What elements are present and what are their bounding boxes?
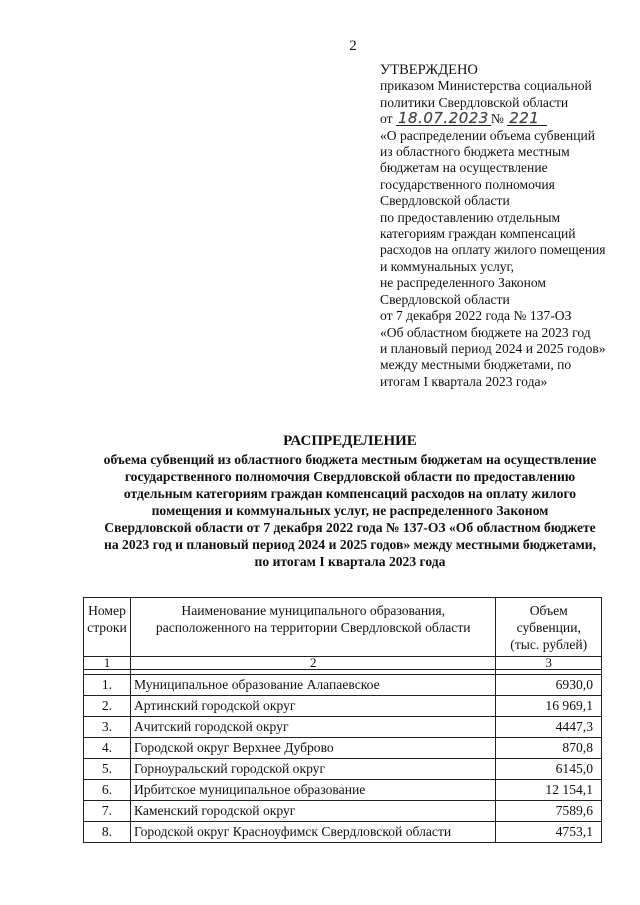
municipality-name: Ачитский городской округ <box>130 717 496 738</box>
table-row <box>84 759 602 780</box>
subject-line-15: между местными бюджетами, по <box>380 357 572 373</box>
column-index: 1 <box>84 657 131 670</box>
subject-line-1: «О распределении объема субвенций <box>380 127 596 143</box>
table-row <box>84 801 602 822</box>
municipality-name: Артинский городской округ <box>130 696 496 717</box>
column-index: 2 <box>130 657 496 670</box>
row-number: 4. <box>84 738 131 759</box>
row-number: 6. <box>84 780 131 801</box>
subject-line-13: «Об областном бюджете на 2023 год <box>380 324 591 340</box>
approval-block <box>380 62 630 390</box>
page-number: 2 <box>349 38 357 54</box>
heading-line-5: Свердловской области от 7 декабря 2022 года № 137-ОЗ «Об областном бюджете <box>104 520 596 535</box>
subject-line-5: Свердловской области <box>380 193 510 209</box>
subject-line-8: расходов на оплату жилого помещения <box>380 242 606 258</box>
column-index-row <box>84 657 602 670</box>
order-date-number <box>380 111 630 127</box>
subject-line-7: категориям граждан компенсаций <box>380 226 576 242</box>
subvention-value: 12 154,1 <box>496 780 602 801</box>
from-label: от <box>380 111 393 127</box>
number-label: № <box>490 111 504 127</box>
subject-line-11: Свердловской области <box>380 291 510 307</box>
municipality-name: Каменский городской округ <box>130 801 496 822</box>
row-number: 8. <box>84 822 131 843</box>
subvention-value: 870,8 <box>496 738 602 759</box>
municipality-name: Городской округ Красноуфимск Свердловской области <box>130 822 496 843</box>
table-body <box>84 675 602 843</box>
table-row <box>84 738 602 759</box>
table-row <box>84 717 602 738</box>
handwritten-number: 221 <box>507 111 547 126</box>
subject-line-12: от 7 декабря 2022 года № 137-ОЗ <box>380 308 572 324</box>
municipality-name: Городской округ Верхнее Дуброво <box>130 738 496 759</box>
municipality-name: Горноуральский городской округ <box>130 759 496 780</box>
heading-line-4: помещения и коммунальных услуг, не распределенного Законом <box>151 503 549 518</box>
subject-line-3: бюджетам на осуществление <box>380 160 548 176</box>
table-row <box>84 822 602 843</box>
heading-line-7: по итогам I квартала 2023 года <box>254 554 446 569</box>
subvention-value: 7589,6 <box>496 801 602 822</box>
subvention-value: 16 969,1 <box>496 696 602 717</box>
subvention-value: 6930,0 <box>496 675 602 696</box>
row-number: 1. <box>84 675 131 696</box>
subject-line-6: по предоставлению отдельным <box>380 209 561 225</box>
row-number: 7. <box>84 801 131 822</box>
document-heading <box>70 433 630 570</box>
column-index: 3 <box>496 657 602 670</box>
table-row <box>84 675 602 696</box>
subvention-value: 6145,0 <box>496 759 602 780</box>
heading-line-3: отдельным категориям граждан компенсаций расходов на оплату жилого <box>123 486 577 501</box>
approval-line-1: приказом Министерства социальной <box>380 78 592 94</box>
table-row <box>84 696 602 717</box>
row-number: 3. <box>84 717 131 738</box>
heading-title: РАСПРЕДЕЛЕНИЕ <box>283 433 417 449</box>
header-subvention-volume: Объем субвенции, (тыс. рублей) <box>496 598 602 657</box>
header-municipality-name: Наименование муниципального образования, расположенного на территории Свердловской области <box>130 598 496 657</box>
municipality-name: Муниципальное образование Алапаевское <box>130 675 496 696</box>
subject-line-4: государственного полномочия <box>380 176 555 192</box>
subject-line-16: итогам I квартала 2023 года» <box>380 373 548 389</box>
subvention-value: 4753,1 <box>496 822 602 843</box>
row-number: 5. <box>84 759 131 780</box>
municipality-name: Ирбитское муниципальное образование <box>130 780 496 801</box>
handwritten-date: 18.07.2023 <box>397 109 489 128</box>
subject-line-9: и коммунальных услуг, <box>380 258 514 274</box>
approval-line-2: политики Свердловской области <box>380 94 569 110</box>
table-row <box>84 780 602 801</box>
distribution-table <box>83 597 602 843</box>
subject-line-10: не распределенного Законом <box>380 275 547 291</box>
row-number: 2. <box>84 696 131 717</box>
header-row-number: Номер строки <box>84 598 131 657</box>
subvention-value: 4447,3 <box>496 717 602 738</box>
heading-line-2: государственного полномочия Свердловской области по предоставлению <box>124 469 576 484</box>
heading-line-1: объема субвенций из областного бюджета местным бюджетам на осуществление <box>103 452 597 467</box>
subject-line-14: и плановый период 2024 и 2025 годов» <box>380 340 606 356</box>
approved-label: УТВЕРЖДЕНО <box>380 62 478 78</box>
heading-line-6: на 2023 год и плановый период 2024 и 2025 годов» между местными бюджетами, <box>104 537 596 552</box>
table-header-row <box>84 598 602 657</box>
subject-line-2: из областного бюджета местным <box>380 144 570 160</box>
